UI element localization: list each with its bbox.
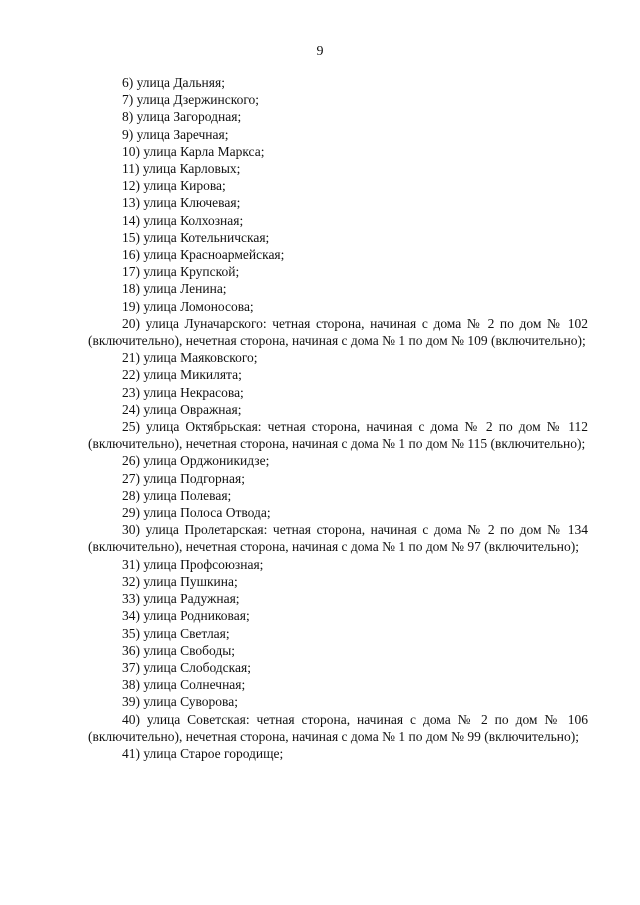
list-item bbox=[88, 745, 588, 762]
item-text: улица Октябрьская: четная сторона, начиная с дома № 2 по дом № 112 (включительно), нечетная сторона, начиная с дома № 1 по дом № 115 (включительно); bbox=[88, 419, 589, 452]
item-number: 41) bbox=[122, 745, 140, 761]
street-list bbox=[88, 74, 588, 762]
item-text: улица Крупской; bbox=[143, 264, 240, 280]
list-item bbox=[88, 504, 588, 521]
list-item bbox=[88, 401, 588, 418]
item-number: 39) bbox=[122, 694, 140, 710]
item-number: 15) bbox=[122, 229, 140, 245]
item-text: улица Советская: четная сторона, начиная с дома № 2 по дом № 106 (включительно), нечетная сторона, начиная с дома № 1 по дом № 99 (включительно); bbox=[88, 711, 588, 744]
item-number: 37) bbox=[122, 659, 140, 675]
list-item bbox=[88, 693, 588, 710]
list-item bbox=[88, 470, 588, 487]
item-number: 21) bbox=[122, 350, 140, 366]
item-number: 11) bbox=[122, 161, 140, 177]
list-item bbox=[88, 177, 588, 194]
item-number: 6) bbox=[122, 75, 134, 90]
item-text: улица Подгорная; bbox=[143, 470, 245, 486]
list-item-paragraph bbox=[88, 315, 588, 349]
list-item bbox=[88, 452, 588, 469]
page-number: 9 bbox=[316, 44, 324, 59]
item-number: 26) bbox=[122, 453, 140, 469]
list-item bbox=[88, 366, 588, 383]
item-text: улица Профсоюзная; bbox=[143, 556, 264, 572]
item-text: улица Родниковая; bbox=[143, 608, 250, 624]
list-item bbox=[88, 590, 588, 607]
list-item bbox=[88, 246, 588, 263]
item-number: 33) bbox=[122, 591, 140, 607]
list-item bbox=[88, 676, 588, 693]
item-text: улица Светлая; bbox=[143, 625, 230, 641]
item-text: улица Маяковского; bbox=[143, 350, 258, 366]
list-item bbox=[88, 212, 588, 229]
item-text: улица Полоса Отвода; bbox=[143, 505, 271, 521]
item-number: 36) bbox=[122, 642, 140, 658]
item-number: 35) bbox=[122, 625, 140, 641]
item-text: улица Карла Маркса; bbox=[143, 143, 265, 159]
item-text: улица Ломоносова; bbox=[143, 298, 254, 314]
item-number: 30) bbox=[122, 522, 140, 538]
item-text: улица Орджоникидзе; bbox=[143, 453, 270, 469]
list-item-paragraph bbox=[88, 418, 588, 452]
item-text: улица Котельничская; bbox=[143, 229, 270, 245]
item-text: улица Ключевая; bbox=[143, 195, 241, 211]
item-number: 19) bbox=[122, 298, 140, 314]
item-number: 14) bbox=[122, 212, 140, 228]
item-text: улица Красноармейская; bbox=[143, 247, 285, 263]
item-text: улица Слободская; bbox=[143, 659, 251, 675]
item-text: улица Заречная; bbox=[136, 126, 229, 142]
item-text: улица Свободы; bbox=[143, 642, 236, 658]
item-text: улица Радужная; bbox=[143, 591, 240, 607]
item-number: 12) bbox=[122, 178, 140, 194]
list-item bbox=[88, 659, 588, 676]
list-item bbox=[88, 229, 588, 246]
list-item bbox=[88, 487, 588, 504]
list-item bbox=[88, 263, 588, 280]
item-number: 38) bbox=[122, 677, 140, 693]
list-item-paragraph bbox=[88, 521, 588, 555]
item-text: улица Суворова; bbox=[143, 694, 238, 710]
item-number: 27) bbox=[122, 470, 140, 486]
item-text: улица Кирова; bbox=[143, 178, 226, 194]
list-item bbox=[88, 642, 588, 659]
item-number: 22) bbox=[122, 367, 140, 383]
item-text: улица Старое городище; bbox=[143, 745, 284, 761]
item-text: улица Луначарского: четная сторона, начиная с дома № 2 по дом № 102 (включительно), нечетная сторона, начиная с дома № 1 по дом № 109 (включительно); bbox=[88, 315, 588, 349]
list-item bbox=[88, 298, 588, 315]
list-item bbox=[88, 74, 588, 91]
item-number: 32) bbox=[122, 573, 140, 589]
item-number: 13) bbox=[122, 195, 140, 211]
item-number: 9) bbox=[122, 126, 134, 142]
item-number: 24) bbox=[122, 401, 140, 417]
list-item bbox=[88, 573, 588, 590]
item-text: улица Пролетарская: четная сторона, начиная с дома № 2 по дом № 134 (включительно), нечетная сторона, начиная с дома № 1 по дом № 97 (включительно); bbox=[88, 522, 588, 555]
list-item bbox=[88, 625, 588, 642]
list-item bbox=[88, 108, 588, 125]
item-number: 23) bbox=[122, 384, 140, 400]
item-number: 40) bbox=[122, 711, 140, 727]
list-item bbox=[88, 91, 588, 108]
list-item-paragraph bbox=[88, 711, 588, 745]
item-number: 17) bbox=[122, 264, 140, 280]
item-number: 18) bbox=[122, 281, 140, 297]
item-text: улица Загородная; bbox=[136, 109, 242, 125]
list-item bbox=[88, 126, 588, 143]
list-item bbox=[88, 160, 588, 177]
list-item bbox=[88, 143, 588, 160]
item-number: 7) bbox=[122, 92, 134, 108]
item-text: улица Дальняя; bbox=[136, 75, 225, 90]
item-text: улица Овражная; bbox=[143, 401, 242, 417]
item-text: улица Некрасова; bbox=[143, 384, 244, 400]
list-item bbox=[88, 280, 588, 297]
item-number: 20) bbox=[122, 315, 140, 331]
item-text: улица Солнечная; bbox=[143, 677, 246, 693]
list-item bbox=[88, 384, 588, 401]
item-text: улица Карловых; bbox=[142, 161, 241, 177]
item-text: улица Микилята; bbox=[143, 367, 242, 383]
item-text: улица Пушкина; bbox=[143, 573, 238, 589]
item-number: 16) bbox=[122, 247, 140, 263]
item-number: 10) bbox=[122, 143, 140, 159]
item-text: улица Полевая; bbox=[143, 487, 232, 503]
item-number: 28) bbox=[122, 487, 140, 503]
item-text: улица Колхозная; bbox=[143, 212, 244, 228]
item-number: 34) bbox=[122, 608, 140, 624]
item-number: 31) bbox=[122, 556, 140, 572]
item-number: 8) bbox=[122, 109, 134, 125]
item-text: улица Ленина; bbox=[143, 281, 227, 297]
list-item bbox=[88, 349, 588, 366]
list-item bbox=[88, 556, 588, 573]
item-number: 25) bbox=[122, 419, 140, 435]
list-item bbox=[88, 194, 588, 211]
item-number: 29) bbox=[122, 505, 140, 521]
item-text: улица Дзержинского; bbox=[136, 92, 260, 108]
list-item bbox=[88, 607, 588, 624]
